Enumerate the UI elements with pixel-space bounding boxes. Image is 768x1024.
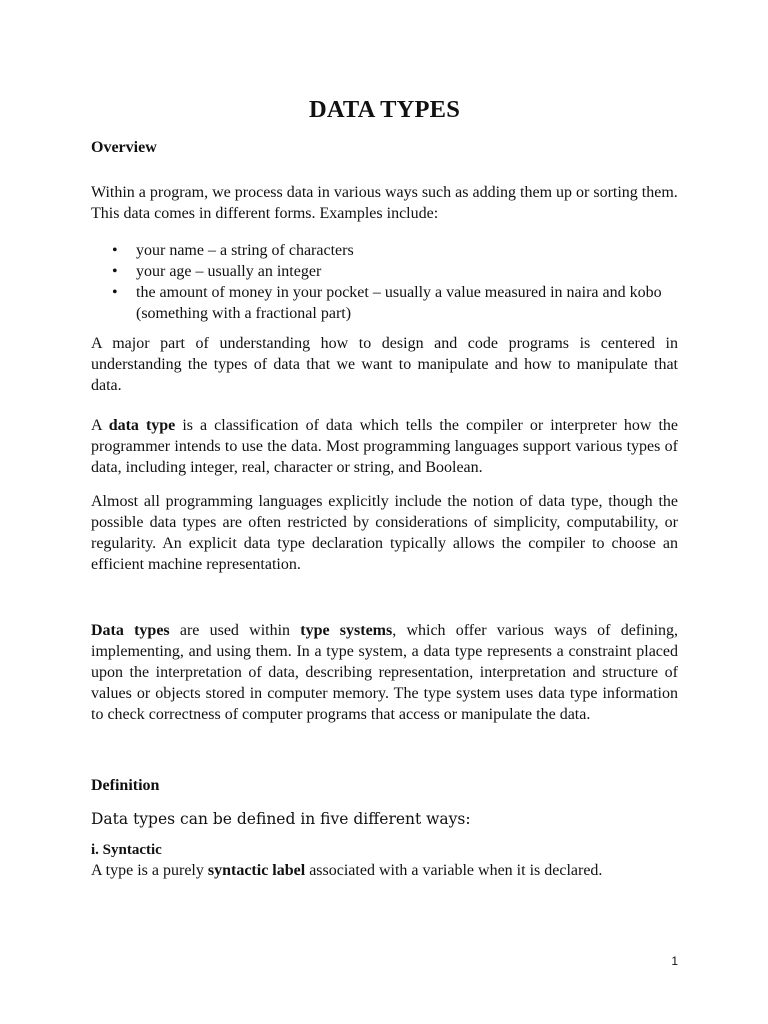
list-item-text: your name – a string of characters — [136, 242, 354, 259]
text-run: A — [91, 417, 109, 434]
text-run: is a classification of data which tells the compiler or interpreter how the programmer intends to use the data. Most programming languages support various types of data, including integer, real, character or string, and Boolean. — [91, 417, 679, 476]
bullet-icon: • — [112, 284, 118, 301]
paragraph-major: A major part of understanding how to design and code programs is centered in understanding the types of data that we want to manipulate and how to manipulate that data. — [91, 335, 678, 394]
overview-heading: Overview — [91, 139, 157, 156]
examples-list — [91, 240, 678, 324]
syntactic-text — [91, 860, 678, 881]
list-item — [91, 261, 678, 282]
syntactic-heading: i. Syntactic — [91, 842, 162, 858]
list-item-text: the amount of money in your pocket – usually a value measured in naira and kobo (something with a fractional part) — [136, 284, 662, 322]
text-run: associated with a variable when it is declared. — [305, 862, 603, 879]
overview-intro: Within a program, we process data in various ways such as adding them up or sorting them. This data comes in different forms. Examples include: — [91, 184, 678, 222]
page-number: 1 — [671, 954, 678, 968]
term-data-types: Data types — [91, 622, 170, 639]
document-title: DATA TYPES — [308, 96, 461, 123]
list-item — [91, 240, 678, 261]
term-data-type: data type — [108, 417, 176, 434]
list-item-text: your age – usually an integer — [136, 263, 322, 280]
text-run: are used within — [169, 622, 301, 639]
paragraph-data-type — [91, 415, 678, 478]
term-syntactic-label: syntactic label — [207, 862, 306, 879]
text-run: , which offer various ways of defining, implementing, and using them. In a type system, a data type represents a constraint placed upon the interpretation of data, describing representation, interpretation and structure of values or objects stored in computer memory. The type system uses data type information to check correctness of computer programs that access or manipulate the data. — [91, 622, 679, 723]
bullet-icon: • — [112, 263, 118, 280]
definition-heading: Definition — [91, 777, 160, 794]
term-type-systems: type systems — [300, 622, 393, 639]
bullet-icon: • — [112, 242, 118, 259]
paragraph-almost: Almost all programming languages explicitly include the notion of data type, though the possible data types are often restricted by considerations of simplicity, computability, or regularity. An explicit data type declaration typically allows the compiler to choose an efficient machine representation. — [91, 493, 678, 573]
paragraph-type-systems — [91, 620, 678, 725]
list-item — [91, 282, 678, 324]
definition-intro: Data types can be defined in five different ways: — [91, 810, 471, 828]
text-run: A type is a purely — [91, 862, 208, 879]
